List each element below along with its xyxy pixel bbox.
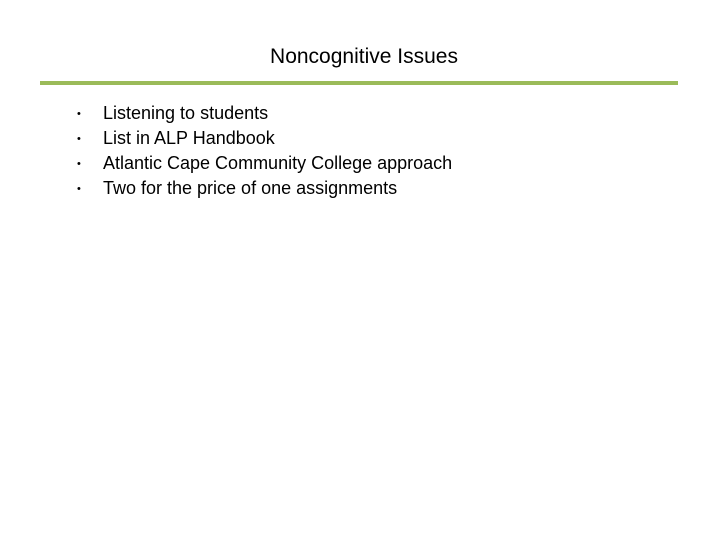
bullet-text: Listening to students <box>103 103 269 123</box>
bullet-dot-icon: • <box>77 133 81 145</box>
title-divider <box>40 81 678 85</box>
bullet-dot-icon: • <box>77 158 81 170</box>
bullet-dot-icon: • <box>77 183 81 195</box>
slide-title: Noncognitive Issues <box>270 45 458 68</box>
bullet-text: Atlantic Cape Community College approach <box>103 153 453 173</box>
bullet-text: Two for the price of one assignments <box>103 178 398 198</box>
bullet-dot-icon: • <box>77 108 81 120</box>
bullet-text: List in ALP Handbook <box>103 128 275 148</box>
